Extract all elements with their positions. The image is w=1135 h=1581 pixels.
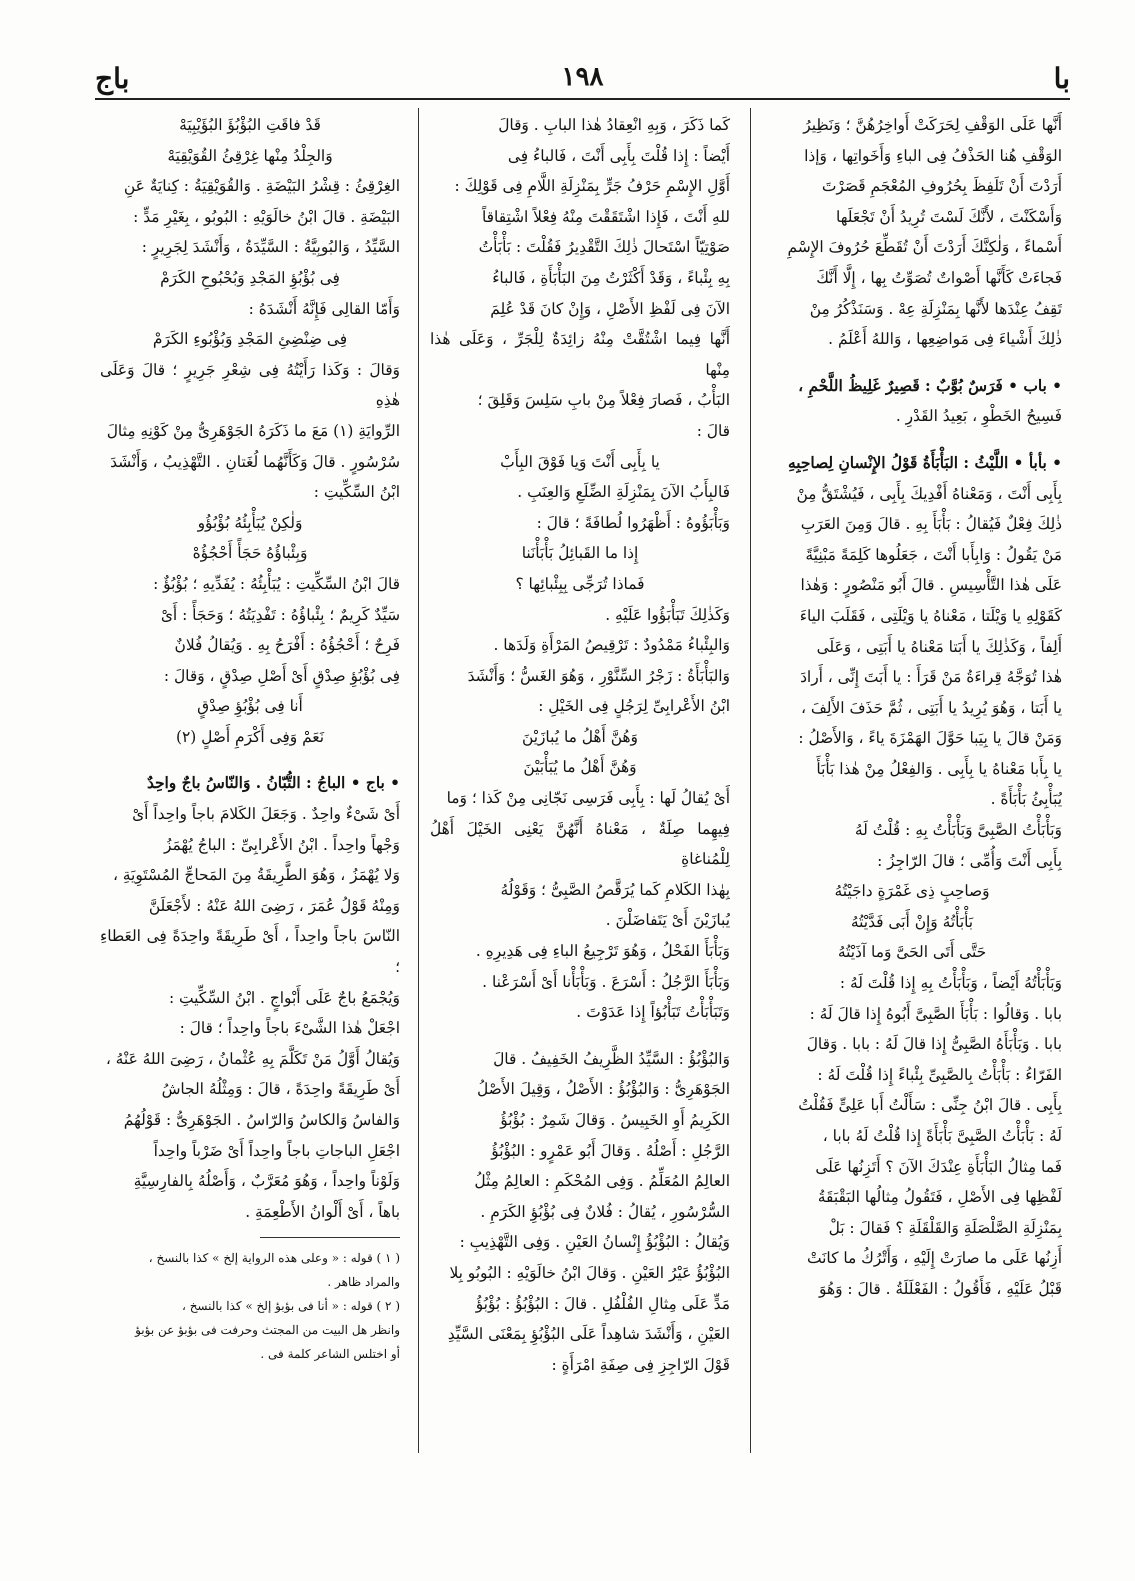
text-line: وَبَأْبَؤُوهُ : أَظْهَرُوا لُطافَةً ؛ قالَ :	[536, 513, 730, 532]
text-line: أَىْ شَىْءٌ واحِدٌ . وَجَعَلَ الكَلامَ باجاً واحِداً أَىْ	[132, 805, 400, 824]
verse-line: وَبِئْباؤُهُ حَجَأً أَحْجُؤُهْ	[192, 544, 308, 563]
text-line: وَالبِئْباءُ مَمْدُودٌ : تَرْقِيصُ المَرْأَةِ وَلَدَها .	[493, 636, 730, 655]
text-line: لَفْظِها فِى الأَصْلِ ، فَتَقُولُ مِثالُها البَقْبَقَةُ	[817, 1188, 1062, 1207]
text-line: تَقِفُ عِنْدَها لأَنَّها بِمَنْزِلَةِ عِهْ . وَسَنَذْكُرُ مِنْ	[809, 299, 1062, 318]
verse-line: قَدْ فاقَتِ البُؤْبُؤَ البُؤَيْبِيَهْ	[179, 116, 321, 134]
text-line: وَبَأْبَأَ الرَّجُلُ : أَسْرَعَ . وَبَأْبَأْنا أَىْ أَسْرَعْنا .	[482, 972, 730, 991]
page-number: ١٩٨	[561, 62, 604, 92]
entry-gap	[100, 752, 400, 768]
verse-line: فَماذا تُرَجِّى بِبِئْبائِها ؟	[515, 574, 645, 593]
entry-heading-line: • باب • فَرَسٌ بُوَّبٌ : قَصِيرٌ غَلِيظُ اللَّحْمِ ،	[798, 376, 1062, 395]
text-line: وَأَسْكَنْتَ ، لأَنَّكَ لَسْتَ تُرِيدُ أَنْ تَجْعَلَها	[836, 207, 1062, 226]
text-line: بِأَبِى أَنْتَ ، وَمَعْناهُ أَفْدِيكَ بِأَبِى ، فَيُشْتَقُّ مِنْ	[796, 484, 1062, 503]
text-line: عَلَى هٰذا التَّأْسِيسِ . قالَ أَبُو مَنْصُورٍ : وَهٰذا	[800, 576, 1062, 595]
text-line: اجْعَلِ الباجاتِ باجاً واحِداً أَىْ ضَرْباً واحِداً	[153, 1141, 400, 1160]
verse-line: فِى بُؤْبُؤِ المَجْدِ وَبُحْبُوحِ الكَرَمْ	[160, 268, 340, 287]
text-line: أَىْ طَرِيقَةً واحِدَةً ، قالَ : وَمِثْلُهُ الجاشُ	[161, 1080, 400, 1099]
text-line: وَيُجْمَعُ باجٌ عَلَى أَبْواجٍ . ابْنُ السِّكِّيتِ :	[168, 988, 400, 1007]
verse-line: نَعَمْ وَفِى أَكْرَمِ أَصْلٍ (٢)	[175, 727, 325, 746]
text-line: قَوْلَ الرّاجِزِ فِى صِفَةِ امْرَأَةٍ :	[551, 1355, 730, 1374]
text-line: فَسِيحُ الخَطْوِ ، بَعِيدُ القَدْرِ .	[895, 407, 1062, 426]
text-line: وَجْهاً واحِداً . ابْنُ الأَعْرابِىِّ : الباجُ يُهْمَزُ	[163, 835, 400, 854]
verse-line: إِذا ما القَبائِلُ بَأْبَأْنَنا	[521, 544, 639, 563]
text-line: صَوْتِيّاً اسْتَحالَ ذٰلِكَ التَّقْدِيرُ فَقُلْتَ : بَأْبَأْتُ	[478, 238, 730, 257]
text-line: أَنَّها عَلَى الوَقْفِ لِحَرَكَتْ أَواخِرُهُنَّ ؛ وَنَظِيرُ	[803, 116, 1062, 134]
text-line: سَيِّدٌ كَرِيمٌ ؛ بِئْباؤُهُ : تَفْدِيَتُهُ ؛ وَحَجَأً : أَىْ	[160, 605, 400, 624]
left-headword: باج	[95, 62, 130, 95]
text-line: الكَرِيمُ أَوِ الخَبِيسُ . وَقالَ شَمِرٌ : بُؤْبُؤُ	[500, 1111, 730, 1129]
text-line: قَبْلُ عَلَيْهِ ، فَأَقُولُ : الفَعْلَلَةُ . قالَ : وَهُوَ	[819, 1279, 1062, 1298]
text-line: يُبَأْبِئُ بَأْبَأَةً .	[990, 790, 1062, 809]
text-line: يا بِأَبا مَعْناهُ يا بِأَبِى . وَالفِعْلُ مِنْ هٰذا بَأْبَأَ	[816, 759, 1062, 778]
text-line: البَيْضَةِ . قالَ ابْنُ خالَوَيْهِ : البُوبُو ، بِغَيْرِ مَدٍّ :	[133, 207, 400, 226]
text-line: وَلا يُهْمَزُ ، وَهُوَ الطَّرِيقَةُ مِنَ المَحاجِّ المُسْتَوِيَةِ ،	[112, 866, 400, 885]
text-line: فِيهِما صِلَةٌ ، مَعْناهُ أَنَّهُنَّ يَعْنِى الخَيْلَ أَهْلُ لِلْمُناغاةِ	[430, 819, 730, 869]
text-line: للهِ أَنْتَ ، فَإِذا اشْتَقَقْتَ مِنْهُ فِعْلاً اشْتِقاقاً	[481, 207, 730, 226]
text-line: سُرْسُورٍ . قالَ وَكَأَنَّهُما لُغَتانِ . التَّهْذِيبُ ، وَأَنْشَدَ	[110, 452, 400, 471]
text-line: بِهِ بِئْباءً ، وَقَدْ أَكْثَرْتُ مِنَ البَأْبَأَةِ ، فَالباءُ	[492, 268, 730, 287]
text-line: وَالفاسُ وَالكاسُ وَالرّاسُ . الجَوْهَرِىُّ : قَوْلُهُمُ	[123, 1111, 400, 1129]
text-line: وَبَأْبَأَ الفَحْلُ ، وَهُوَ تَرْجِيعُ الباءِ فِى هَدِيرِهِ .	[475, 942, 730, 961]
text-line: أَسْماءً ، وَلٰكِنَّكَ أَرَدْتَ أَنْ تُقَطِّعَ حُرُوفَ الإِسْمِ	[787, 238, 1062, 257]
text-line: اجْعَلْ هٰذا الشَّىْءَ باجاً واحِداً ؛ قالَ :	[179, 1019, 400, 1038]
entry-heading-line: • باج • الباجُ : التُّبّانُ . وَالنّاسُ باجٌ واحِدٌ	[146, 774, 400, 793]
text-line: فَما مِثالُ البَأْبَأَةِ عِنْدَكَ الآنَ ؟ أَتَزِنُها عَلَى	[815, 1157, 1062, 1176]
text-line: أَنَّها فِيما اشْتُقَّتْ مِنْهُ زائِدَةٌ لِلْجَرِّ ، وَعَلَى هٰذا مِنْها	[430, 330, 730, 379]
text-line: وَمِنْهُ قَوْلُ عُمَرَ ، رَضِىَ اللهُ عَنْهُ : لأَجْعَلَنَّ	[148, 896, 400, 915]
text-line: السُّرْسُورِ ، يُقالُ : فُلانٌ فِى بُؤْبُؤِ الكَرَمِ .	[480, 1202, 730, 1221]
text-line: وَلَوْناً واحِداً ، وَهُوَ مُعَرَّبٌ ، وَأَصْلُهُ بِالفارِسِيَّةِ	[133, 1172, 400, 1191]
text-line: وَالبُؤْبُؤُ : السَّيِّدُ الظَّرِيفُ الخَفِيفُ . قالَ	[493, 1049, 730, 1068]
text-line: أَيْضاً : إِذا قُلْتَ بِأَبِى أَنْتَ ، فَالباءُ فِى	[507, 146, 730, 165]
footnote-line: أو اختلس الشاعر كلمة فى .	[260, 1347, 400, 1362]
footnote-line: ( ٢ ) قوله : « أنا فى بؤبؤ إلخ » كذا بالنسخ ،	[182, 1299, 400, 1314]
verse-line: وَصاحِبٍ ذِى غَمْرَةٍ داجَيْتُهُ	[834, 882, 990, 901]
text-line: ابْنُ الأَعْرابِىِّ لِرَجُلٍ فِى الخَيْلِ :	[538, 697, 730, 716]
text-line: قالَ :	[696, 421, 730, 440]
verse-line: وَلٰكِنْ يُبَأْبِئُهُ بُؤْبُؤُو	[197, 513, 303, 532]
text-line: أَرَدْتَ أَنْ تَلَفِظَ بِحُرُوفِ المُعْجَمِ قَصَرْتَ	[821, 177, 1062, 196]
footnote-line: والمراد ظاهر .	[327, 1275, 400, 1290]
text-line: بابا . وَبَأْبَأَهُ الصَّبِىُّ إِذا قالَ لَهُ : بابا . وَقالَ	[806, 1035, 1062, 1054]
text-line: وَتَبَأْبَأْتُ تَبَأْبُؤاً إِذا عَدَوْتَ .	[576, 1003, 730, 1022]
verse-line: وَالجِلْدُ مِنْها غِرْقِئُ القُوَيْقِيَهْ	[167, 146, 333, 165]
text-line: السَّيِّدُ ، وَالبُوبِيَّةُ : السَّيِّدَةُ ، وَأَنْشَدَ لِجَرِيرٍ :	[141, 238, 400, 257]
text-line: فَرِحٌ ؛ أَحْجُؤُهُ : أَفْرَحُ بِهِ . وَيُقالُ فُلانٌ	[174, 636, 400, 655]
text-line: كَما ذَكَرَ ، وَبِهِ انْعِقادُ هٰذا البابِ . وَقالَ	[498, 116, 730, 134]
footnote-line: وانظر هل البيت من المجتث وحرفت فى بؤبؤ عن بؤبؤ	[135, 1323, 400, 1338]
text-line: وَبَأْبَأْتُهُ أَيْضاً ، وَبَأْبَأْتُ بِهِ إِذا قُلْتَ لَهُ :	[839, 974, 1062, 993]
text-line: الرِّوايَةِ (١) مَعَ ما ذَكَرَهُ الجَوْهَرِىُّ مِنْ كَوْنِهِ مِثالَ	[106, 421, 400, 440]
entry-gap	[762, 355, 1062, 371]
text-line: أَلِفاً ، وَكَذٰلِكَ يا أَبَتا مَعْناهُ يا أَبَتِى ، وَعَلَى	[816, 637, 1062, 656]
text-line: فِى بُؤْبُؤِ صِدْقٍ أَىْ أَصْلِ صِدْقٍ ، وَقالَ :	[163, 666, 400, 685]
text-line: الآنَ فِى لَفْظِ الأَصْلِ ، وَإِنْ كانَ قَدْ عُلِمَ	[490, 299, 730, 318]
text-line: الغِرْقِئُ : قِشْرُ البَيْضَةِ . وَالقُوَيْقِيَةُ : كِنايَةٌ عَنِ	[123, 177, 400, 196]
text-line: مَدٍّ عَلَى مِثالِ الفُلْفُلِ . قالَ : البُؤْبُؤُ : بُؤْبُؤُ	[475, 1294, 730, 1313]
header-rule	[95, 98, 1070, 100]
text-line: الوَقْفِ هُنا الحَذْفُ فِى الباءِ وَأَخَواتِها ، وَإذا	[804, 146, 1062, 165]
text-line: ابْنُ السِّكِّيتِ :	[313, 483, 400, 502]
text-line: بِأَبِى . قالَ ابْنُ جِنِّى : سَأَلْتُ أَبا عَلِىٍّ فَقُلْتُ	[798, 1096, 1062, 1115]
text-line: وَيُقالُ أَوَّلُ مَنْ تَكَلَّمَ بِهِ عُثْمانُ ، رَضِىَ اللهُ عَنْهُ ،	[105, 1049, 400, 1068]
right-column	[762, 110, 1062, 1450]
text-line: قالَ ابْنُ السِّكِّيتِ : يُبَأْبِئُهُ : يُفَدِّيهِ ؛ بُؤْبُؤٌ :	[153, 574, 400, 593]
text-line: باهاً ، أَىْ أَلْوانُ الأَطْعِمَةِ .	[245, 1202, 400, 1221]
middle-column	[430, 110, 730, 1450]
text-line: بِأَبِى أَنْتَ وَأُمِّى ؛ قالَ الرّاجِزُ :	[877, 851, 1062, 870]
text-line: فَالبِأَبُ الآنَ بِمَنْزِلَةِ الضِّلَعِ وَالعِنَبِ .	[517, 483, 730, 502]
footnote-rule	[260, 1237, 400, 1238]
verse-line: وَهُنَّ أَهْلُ ما يُبازَيْنَ	[522, 727, 638, 746]
verse-line: فِى ضِنْضِئِ المَجْدِ وَبُؤْبُوءِ الكَرَمْ	[152, 330, 348, 349]
entry-gap	[762, 432, 1062, 448]
text-line: مَنْ يَقُولُ : وَابِأَبا أَنْتَ ، جَعَلُوها كَلِمَةً مَبْنِيَّةً	[805, 545, 1062, 564]
text-line: البُؤْبُؤُ عَيْرُ العَيْنِ . وَقالَ ابْنُ خالَوَيْهِ : البُوبُو بِلا	[449, 1263, 730, 1282]
verse-line: وَهُنَّ أَهْلُ ما يُبَأْبَيْنَ	[523, 758, 637, 777]
text-line: الجَوْهَرِىُّ : وَالبُؤْبُؤُ : الأَصْلُ ، وَقِيلَ الأَصْلُ	[477, 1080, 730, 1099]
text-line: بابا . وَقالُوا : بَأْبَأَ الصَّبِىَّ أَبُوهُ إِذا قالَ لَهُ :	[809, 1004, 1062, 1023]
text-line: بِهٰذا الكَلامِ كَما يُرَقَّصُ الصَّبِىُّ ؛ وَقَوْلُهُ	[500, 880, 730, 899]
text-line: ذٰلِكَ فِعْلٌ فَيُقالُ : بَأْبَأَ بِهِ . قالَ وَمِنَ العَرَبِ	[800, 515, 1062, 534]
footnote-line: ( ١ ) قوله : « وعلى هذه الرواية إلخ » كذا بالنسخ ،	[148, 1251, 400, 1266]
text-line: وَيُقالُ : البُؤْبُؤُ إِنْسانُ العَيْنِ . وَفِى التَّهْذِيبِ :	[459, 1233, 730, 1252]
text-line: وَقالَ : وَكَذا رَأَيْتُهُ فِى شِعْرِ جَرِيرٍ ؛ قالَ وَعَلَى هٰذِهِ	[100, 360, 400, 410]
text-line: يا أَبَتا ، وَهُوَ يُرِيدُ يا أَبَتِى ، ثُمَّ حَذَفَ الأَلِفَ ،	[801, 698, 1062, 717]
text-line: العالِمُ المُعَلِّمُ . وَفِى المُحْكَمِ : العالِمُ مِثْلُ	[474, 1172, 730, 1191]
entry-gap	[430, 1028, 730, 1044]
verse-line: يا بِأَبِى أَنْتَ وَيا فَوْقَ البِأَبْ	[500, 452, 660, 471]
text-line: فَجاءَتْ كَأَنَّها أَصْواتٌ تُصَوِّتُ بِها ، إِلَّا أَنَّكَ	[816, 268, 1062, 287]
text-line: يُبازَيْنَ أَىْ يَتَفاضَلْنَ .	[605, 911, 730, 930]
text-line: وَأَمّا القالِى فَإِنَّهُ أَنْشَدَهُ :	[248, 299, 400, 318]
entry-heading-line: • بأبأ • اللَّيْثُ : البَأْبَأَةُ قَوْلُ الإِنْسانِ لِصاحِبِهِ	[787, 453, 1062, 472]
text-line: أَوَّلِ الإِسْمِ حَرْفُ جَرٍّ بِمَنْزِلَةِ اللَّامِ فِى قَوْلِكَ :	[454, 177, 730, 196]
text-line: أَىْ يُقالُ لَها : بِأَبِى فَرَسِى نَجّانِى مِنْ كَذا ؛ وَما	[446, 789, 730, 808]
verse-line: بَأْبَأْتُهُ وَإِنْ أَبَى فَدَّيْتُهُ	[850, 912, 974, 931]
text-line: وَبَأْبَأْتُ الصَّبِىَّ وَبَأْبَأْتُ بِهِ : قُلْتُ لَهُ	[854, 821, 1062, 840]
text-line: الفَرّاءُ : بَأْبَأْتُ بِالصَّبِىِّ بِئْباءً إِذا قُلْتَ لَهُ :	[817, 1065, 1062, 1084]
text-line: وَكَذٰلِكَ تَبَأْبَؤُوا عَلَيْهِ .	[605, 605, 730, 624]
text-line: البَأْبُ ، فَصارَ فِعْلاً مِنْ بابِ سَلِسَ وَقَلِقَ ؛	[477, 391, 730, 410]
column-divider	[750, 108, 751, 1453]
right-headword: با	[1053, 62, 1070, 95]
verse-line: أَنا فِى بُؤْبُؤِ صِدْقٍ	[197, 697, 303, 716]
text-line: وَالبَأْبَأَةُ : زَجْرُ السِّنَّوْرِ ، وَهُوَ الغَسُّ ؛ وَأَنْشَدَ	[467, 666, 730, 685]
text-line: بِمَنْزِلَةِ الصَّلْصَلَةِ وَالقَلْقَلَةِ ؟ فَقالَ : بَلْ	[828, 1218, 1062, 1237]
text-line: العَيْنِ ، وَأَنْشَدَ شاهِداً عَلَى البُؤْبُؤِ بِمَعْنَى السَّيِّدِ	[447, 1325, 730, 1344]
column-divider	[418, 108, 419, 1453]
verse-line: حَتَّى أَتَى الحَىَّ وَما آذَيْتُهُ	[837, 943, 987, 962]
text-line: ذٰلِكَ أَشْياءَ فِى مَواضِعِها ، وَاللهُ أَعْلَمُ .	[828, 330, 1062, 349]
text-line: وَمَنْ قالَ يا بِيَبا حَوَّلَ الهَمْزَةَ ياءً ، وَالأَصْلُ :	[798, 729, 1062, 748]
text-line: هٰذا تُوَجَّهُ قِراءَةُ مَنْ قَرَأَ : يا أَبَتَ إِنِّى ، أَرادَ	[800, 668, 1062, 687]
text-line: الرَّجُلِ : أَصْلُهُ . وَقالَ أَبُو عَمْرٍو : البُؤْبُؤُ	[491, 1141, 730, 1160]
text-line: لَهُ : بَأْبَأْتُ الصَّبِىَّ بَأْبَأَةً إِذا قُلْتُ لَهُ بابا ،	[822, 1127, 1062, 1145]
text-line: كَقَوْلِهِ يا وَيْلَتا ، مَعْناهُ يا وَيْلَتِى ، فَقَلَبَ الياءَ	[799, 606, 1062, 625]
text-line: أَزِنُها عَلَى ما صارَتْ إِلَيْهِ ، وَأَتْرُكُ ما كانَتْ	[807, 1249, 1062, 1268]
text-line: النّاسَ باجاً واحِداً ، أَىْ طَرِيقَةً واحِدَةً فِى العَطاءِ ؛	[100, 927, 400, 977]
left-column	[100, 110, 400, 1450]
page-header	[95, 58, 1070, 98]
